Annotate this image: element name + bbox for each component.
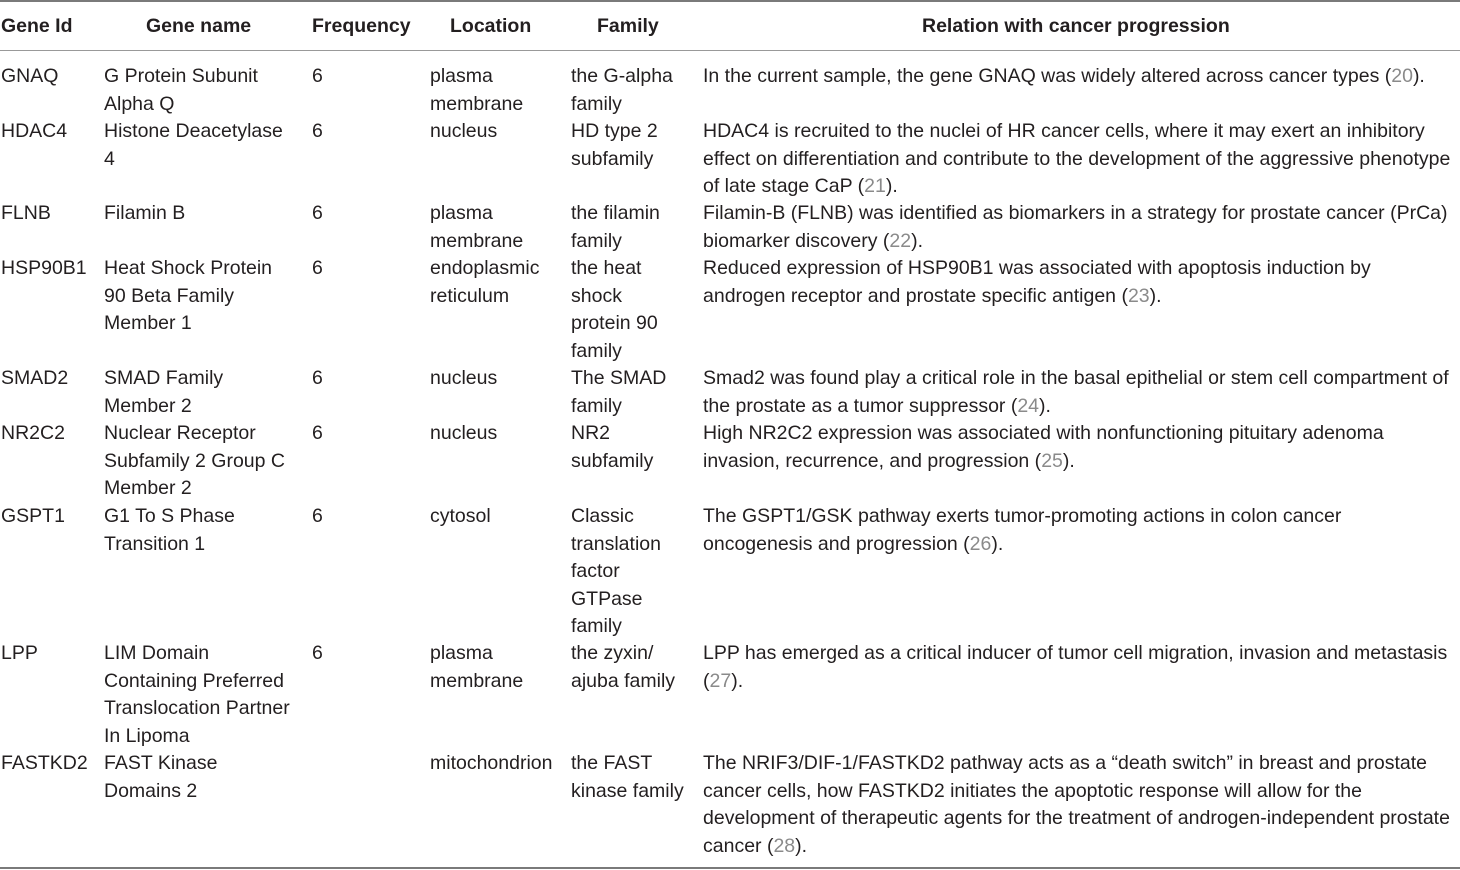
family-cell-line: NR2 [571, 422, 611, 444]
family-cell [571, 750, 684, 805]
family-cell-line: ajuba family [571, 669, 676, 692]
gene-name-cell-line: Containing Preferred [104, 669, 284, 692]
header-location: Location [450, 15, 532, 37]
location-cell [430, 750, 552, 778]
frequency-cell [312, 365, 323, 393]
gene-name-cell [104, 503, 235, 558]
relation-line: biomarker discovery (22). [703, 229, 924, 252]
family-cell-line: the zyxin/ [571, 642, 654, 664]
location-cell [430, 503, 491, 531]
citation-link[interactable]: 21 [864, 175, 886, 197]
location-cell-line: nucleus [430, 367, 498, 389]
location-cell-line: plasma [430, 65, 493, 87]
location-cell-line: reticulum [430, 284, 510, 307]
gene-name-cell [104, 200, 185, 228]
gene-name-cell [104, 255, 272, 338]
location-cell-line: cytosol [430, 505, 491, 527]
gene-id-cell-line: HSP90B1 [1, 257, 87, 279]
citation-link[interactable]: 23 [1127, 284, 1150, 307]
relation-line: invasion, recurrence, and progression (25). [703, 449, 1075, 472]
gene-id-cell-line: NR2C2 [1, 422, 65, 444]
citation-link[interactable]: 20 [1391, 65, 1413, 87]
gene-name-cell-line: Member 2 [104, 477, 192, 499]
relation-line: LPP has emerged as a critical inducer of tumor cell migration, invasion and metastasis [703, 642, 1448, 664]
relation-line: High NR2C2 expression was associated with nonfunctioning pituitary adenoma [703, 422, 1384, 444]
frequency-cell [312, 420, 323, 448]
relation-cell [703, 118, 1450, 201]
family-cell-line: family [571, 615, 622, 637]
frequency-cell [312, 640, 323, 668]
gene-name-cell [104, 420, 285, 503]
citation-link[interactable]: 24 [1017, 394, 1040, 417]
family-cell-line: kinase family [571, 779, 684, 802]
header-gene-id: Gene Id [1, 15, 73, 37]
gene-id-cell-line: GSPT1 [1, 505, 65, 527]
header-gene-name: Gene name [146, 15, 252, 37]
gene-name-cell-line: Domains 2 [104, 779, 198, 802]
gene-name-cell-line: Subfamily 2 Group C [104, 449, 285, 472]
family-cell-line: protein 90 [571, 312, 658, 334]
location-cell [430, 255, 539, 310]
family-cell-line: Classic [571, 505, 634, 527]
gene-id-cell-line: HDAC4 [1, 120, 68, 142]
gene-id-cell [1, 750, 88, 778]
family-cell-line: the FAST [571, 752, 653, 774]
family-cell-line: family [571, 92, 622, 115]
citation-link[interactable]: 27 [709, 669, 732, 692]
family-cell-line: translation [571, 532, 661, 555]
family-cell [571, 640, 675, 695]
relation-cell [703, 63, 1425, 91]
family-cell [571, 365, 666, 420]
relation-cell [703, 750, 1450, 860]
gene-name-cell-line: G Protein Subunit [104, 65, 258, 87]
location-cell-line: plasma [430, 642, 493, 664]
relation-cell [703, 503, 1341, 558]
location-cell [430, 420, 497, 448]
header-family: Family [597, 15, 659, 37]
relation-line: Reduced expression of HSP90B1 was associated with apoptosis induction by [703, 257, 1371, 279]
family-cell-line: HD type 2 [571, 120, 658, 142]
relation-line: of late stage CaP (21). [703, 175, 898, 197]
gene-id-cell [1, 503, 65, 531]
family-cell [571, 118, 658, 173]
frequency-cell-line: 6 [312, 367, 323, 389]
relation-line: cancer cells, how FASTKD2 initiates the apoptotic response will allow for the [703, 779, 1362, 802]
gene-name-cell-line: Alpha Q [104, 92, 175, 115]
gene-name-cell-line: Transition 1 [104, 532, 206, 555]
gene-name-cell-line: Filamin B [104, 202, 186, 224]
gene-name-cell-line: FAST Kinase [104, 752, 218, 774]
family-cell-line: the G-alpha [571, 65, 673, 87]
family-cell [571, 255, 658, 365]
location-cell [430, 365, 497, 393]
family-cell-line: factor [571, 560, 620, 582]
table-top-rule [0, 0, 1460, 2]
family-cell-line: subfamily [571, 147, 654, 170]
location-cell-line: endoplasmic [430, 257, 540, 279]
header-frequency: Frequency [312, 15, 411, 37]
location-cell [430, 118, 497, 146]
gene-name-cell [104, 640, 290, 750]
relation-cell [703, 365, 1449, 420]
family-cell [571, 200, 660, 255]
table-bottom-rule [0, 867, 1460, 869]
gene-name-cell-line: Translocation Partner [104, 697, 290, 719]
family-cell [571, 420, 653, 475]
gene-id-cell-line: FASTKD2 [1, 752, 88, 774]
gene-name-cell-line: 4 [104, 147, 115, 170]
header-relation: Relation with cancer progression [922, 15, 1230, 37]
gene-id-cell-line: SMAD2 [1, 367, 69, 389]
gene-id-cell [1, 640, 38, 668]
gene-name-cell-line: Member 2 [104, 394, 192, 417]
gene-name-cell-line: Histone Deacetylase [104, 120, 283, 142]
relation-cell [703, 200, 1448, 255]
relation-line: oncogenesis and progression (26). [703, 532, 1004, 555]
family-cell-line: the heat [571, 257, 642, 279]
gene-id-cell [1, 365, 68, 393]
relation-line: HDAC4 is recruited to the nuclei of HR cancer cells, where it may exert an inhibitory [703, 120, 1425, 142]
gene-id-cell-line: LPP [1, 642, 38, 664]
frequency-cell-line: 6 [312, 505, 323, 527]
relation-line: the prostate as a tumor suppressor (24). [703, 394, 1051, 417]
family-cell-line: The SMAD [571, 367, 667, 389]
relation-line: The NRIF3/DIF-1/FASTKD2 pathway acts as a “death switch” in breast and prostate [703, 752, 1427, 774]
family-cell-line: family [571, 394, 622, 417]
citation-link[interactable]: 22 [889, 229, 912, 252]
gene-name-cell-line: Nuclear Receptor [104, 422, 256, 444]
family-cell [571, 63, 673, 118]
gene-name-cell-line: G1 To S Phase [104, 505, 235, 527]
gene-id-cell-line: GNAQ [1, 65, 59, 87]
location-cell-line: mitochondrion [430, 752, 553, 774]
relation-cell [703, 255, 1371, 310]
family-cell-line: shock [571, 284, 622, 307]
gene-name-cell-line: LIM Domain [104, 642, 210, 664]
gene-name-cell [104, 118, 283, 173]
relation-line: In the current sample, the gene GNAQ was widely altered across cancer types (20). [703, 65, 1425, 87]
relation-line: Smad2 was found play a critical role in the basal epithelial or stem cell compartment of [703, 367, 1449, 389]
family-cell-line: subfamily [571, 449, 654, 472]
family-cell-line: family [571, 229, 622, 252]
citation-link[interactable]: 25 [1041, 449, 1063, 472]
frequency-cell [312, 200, 323, 228]
location-cell-line: nucleus [430, 422, 498, 444]
relation-cell [703, 420, 1384, 475]
header-rule [0, 50, 1460, 51]
frequency-cell-line: 6 [312, 422, 323, 444]
relation-line: androgen receptor and prostate specific antigen (23). [703, 284, 1162, 307]
family-cell-line: family [571, 339, 622, 362]
frequency-cell [312, 63, 323, 91]
family-cell-line: GTPase [571, 587, 643, 610]
gene-id-cell [1, 200, 51, 228]
family-cell [571, 503, 661, 641]
gene-name-cell-line: 90 Beta Family [104, 284, 235, 307]
frequency-cell [312, 503, 323, 531]
location-cell-line: membrane [430, 229, 524, 252]
frequency-cell [312, 118, 323, 146]
gene-name-cell-line: Member 1 [104, 312, 192, 334]
gene-id-cell [1, 118, 67, 146]
citation-link[interactable]: 26 [969, 532, 992, 555]
gene-name-cell-line: SMAD Family [104, 367, 224, 389]
gene-id-cell [1, 420, 65, 448]
location-cell [430, 640, 523, 695]
gene-name-cell [104, 750, 217, 805]
gene-name-cell [104, 365, 223, 420]
gene-id-cell-line: FLNB [1, 202, 51, 224]
relation-line: effect on differentiation and contribute to the development of the aggressive phenotype [703, 147, 1451, 170]
frequency-cell-line: 6 [312, 257, 323, 279]
relation-line: development of therapeutic agents for the treatment of androgen-independent prostate [703, 807, 1450, 829]
location-cell-line: membrane [430, 92, 524, 115]
relation-line: Filamin-B (FLNB) was identified as biomarkers in a strategy for prostate cancer (PrCa) [703, 202, 1448, 224]
citation-link[interactable]: 28 [773, 834, 796, 857]
gene-name-cell-line: Heat Shock Protein [104, 257, 273, 279]
frequency-cell-line: 6 [312, 120, 323, 142]
gene-name-cell [104, 63, 258, 118]
relation-line: cancer (28). [703, 834, 808, 857]
family-cell-line: the filamin [571, 202, 660, 224]
gene-id-cell [1, 63, 58, 91]
relation-cell [703, 640, 1447, 695]
frequency-cell-line: 6 [312, 202, 323, 224]
gene-name-cell-line: In Lipoma [104, 724, 190, 747]
relation-line: The GSPT1/GSK pathway exerts tumor-promoting actions in colon cancer [703, 505, 1342, 527]
frequency-cell-line: 6 [312, 65, 323, 87]
location-cell [430, 200, 523, 255]
frequency-cell-line: 6 [312, 642, 323, 664]
location-cell [430, 63, 523, 118]
frequency-cell [312, 255, 323, 283]
gene-id-cell [1, 255, 87, 283]
location-cell-line: membrane [430, 669, 524, 692]
location-cell-line: nucleus [430, 120, 498, 142]
location-cell-line: plasma [430, 202, 493, 224]
relation-line: (27). [703, 669, 744, 692]
